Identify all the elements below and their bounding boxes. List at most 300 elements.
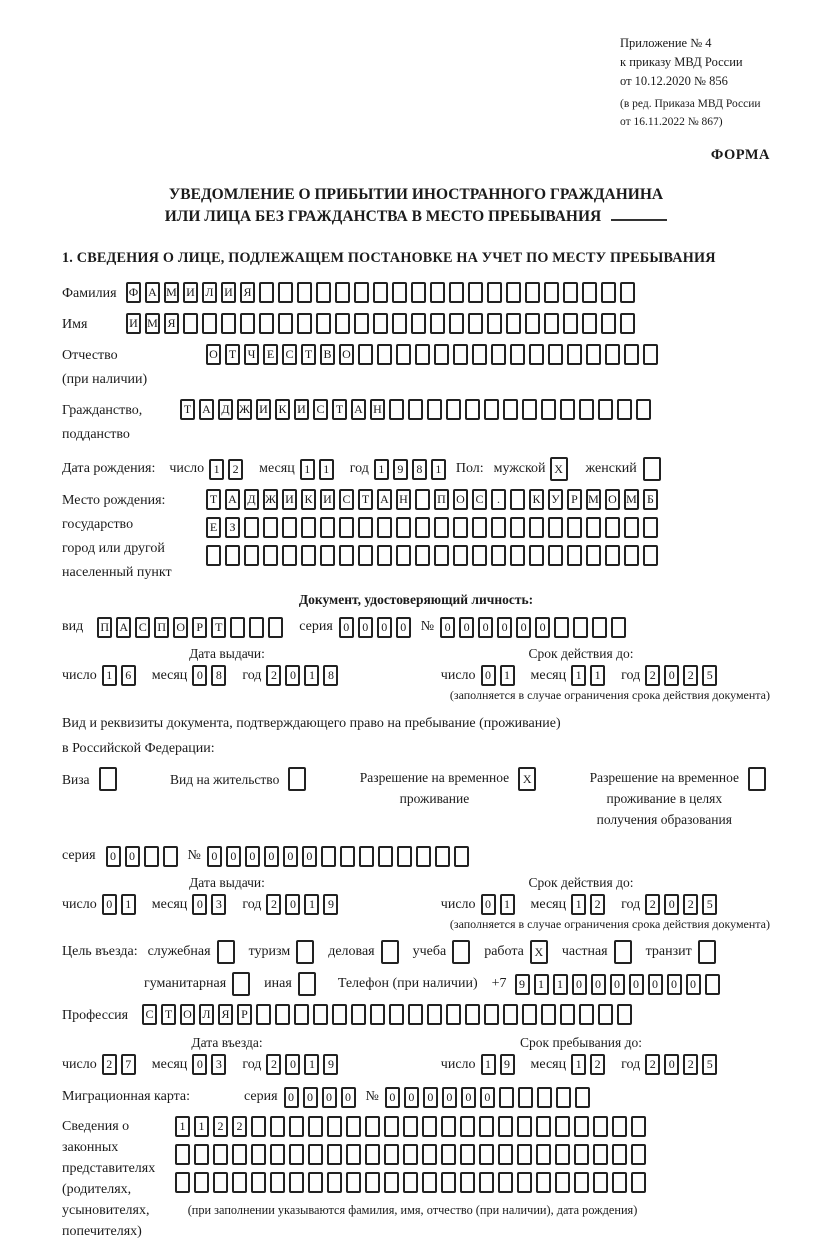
char-box[interactable] <box>705 974 720 995</box>
char-box[interactable]: 2 <box>232 1116 247 1137</box>
char-box[interactable]: 2 <box>683 665 698 686</box>
char-box[interactable] <box>698 940 716 964</box>
char-box[interactable] <box>263 545 278 566</box>
char-box[interactable]: И <box>221 282 236 303</box>
char-box[interactable] <box>643 517 658 538</box>
char-box[interactable] <box>517 1144 532 1165</box>
char-box[interactable] <box>270 1144 285 1165</box>
char-box[interactable]: 2 <box>645 1054 660 1075</box>
residence-number-boxes[interactable] <box>207 846 473 867</box>
char-box[interactable] <box>510 344 525 365</box>
char-box[interactable] <box>560 1004 575 1025</box>
char-box[interactable] <box>472 344 487 365</box>
legal-reps-boxes-row2[interactable] <box>175 1144 650 1165</box>
char-box[interactable] <box>354 313 369 334</box>
char-box[interactable] <box>396 517 411 538</box>
char-box[interactable] <box>453 545 468 566</box>
char-box[interactable]: М <box>624 489 639 510</box>
char-box[interactable] <box>327 1116 342 1137</box>
char-box[interactable] <box>484 1004 499 1025</box>
stay-day-boxes[interactable] <box>481 1054 519 1075</box>
char-box[interactable] <box>268 617 283 638</box>
char-box[interactable] <box>479 1172 494 1193</box>
char-box[interactable]: К <box>529 489 544 510</box>
char-box[interactable] <box>339 545 354 566</box>
valid-year-boxes[interactable] <box>645 665 721 686</box>
residence-permit-checkbox[interactable] <box>288 767 310 791</box>
char-box[interactable]: Р <box>192 617 207 638</box>
char-box[interactable]: 0 <box>285 894 300 915</box>
char-box[interactable]: 0 <box>385 1087 400 1108</box>
char-box[interactable]: 0 <box>535 617 550 638</box>
valid-day-boxes[interactable] <box>481 665 519 686</box>
char-box[interactable] <box>614 940 632 964</box>
char-box[interactable] <box>392 313 407 334</box>
char-box[interactable] <box>373 282 388 303</box>
char-box[interactable] <box>230 617 245 638</box>
char-box[interactable]: А <box>116 617 131 638</box>
char-box[interactable]: П <box>154 617 169 638</box>
char-box[interactable]: 1 <box>553 974 568 995</box>
char-box[interactable] <box>487 313 502 334</box>
char-box[interactable] <box>636 399 651 420</box>
char-box[interactable] <box>99 767 117 791</box>
char-box[interactable] <box>517 1116 532 1137</box>
char-box[interactable] <box>548 517 563 538</box>
char-box[interactable] <box>453 517 468 538</box>
char-box[interactable] <box>232 1172 247 1193</box>
char-box[interactable] <box>563 313 578 334</box>
residence-valid-month-boxes[interactable] <box>571 894 609 915</box>
char-box[interactable]: О <box>605 489 620 510</box>
char-box[interactable]: 8 <box>412 459 427 480</box>
char-box[interactable] <box>491 545 506 566</box>
char-box[interactable] <box>175 1172 190 1193</box>
char-box[interactable]: Т <box>301 344 316 365</box>
char-box[interactable] <box>631 1144 646 1165</box>
char-box[interactable]: 8 <box>323 665 338 686</box>
char-box[interactable]: З <box>225 517 240 538</box>
char-box[interactable] <box>327 1144 342 1165</box>
char-box[interactable] <box>415 545 430 566</box>
char-box[interactable]: 2 <box>102 1054 117 1075</box>
char-box[interactable] <box>370 1004 385 1025</box>
char-box[interactable] <box>446 399 461 420</box>
char-box[interactable] <box>579 399 594 420</box>
char-box[interactable]: 1 <box>175 1116 190 1137</box>
char-box[interactable]: 1 <box>121 894 136 915</box>
issue-year-boxes[interactable] <box>266 665 342 686</box>
char-box[interactable] <box>301 545 316 566</box>
legal-reps-boxes-row1[interactable] <box>175 1116 650 1137</box>
char-box[interactable] <box>240 313 255 334</box>
char-box[interactable] <box>536 1144 551 1165</box>
issue-month-boxes[interactable] <box>192 665 230 686</box>
char-box[interactable] <box>560 399 575 420</box>
char-box[interactable] <box>263 517 278 538</box>
char-box[interactable] <box>484 399 499 420</box>
char-box[interactable]: Е <box>263 344 278 365</box>
char-box[interactable]: С <box>313 399 328 420</box>
char-box[interactable] <box>351 1004 366 1025</box>
doc-type-boxes[interactable] <box>97 617 287 638</box>
char-box[interactable] <box>278 282 293 303</box>
stay-month-boxes[interactable] <box>571 1054 609 1075</box>
char-box[interactable] <box>358 344 373 365</box>
char-box[interactable] <box>612 1116 627 1137</box>
char-box[interactable] <box>163 846 178 867</box>
char-box[interactable] <box>403 1144 418 1165</box>
char-box[interactable] <box>586 344 601 365</box>
char-box[interactable] <box>506 282 521 303</box>
char-box[interactable]: 2 <box>228 459 243 480</box>
char-box[interactable]: 2 <box>213 1116 228 1137</box>
char-box[interactable] <box>221 313 236 334</box>
char-box[interactable]: 0 <box>207 846 222 867</box>
char-box[interactable]: В <box>320 344 335 365</box>
char-box[interactable] <box>251 1144 266 1165</box>
char-box[interactable]: К <box>275 399 290 420</box>
char-box[interactable] <box>617 1004 632 1025</box>
char-box[interactable]: А <box>225 489 240 510</box>
char-box[interactable]: А <box>377 489 392 510</box>
char-box[interactable] <box>586 545 601 566</box>
char-box[interactable]: X <box>518 767 536 791</box>
char-box[interactable]: Д <box>244 489 259 510</box>
char-box[interactable] <box>396 545 411 566</box>
char-box[interactable]: 1 <box>500 894 515 915</box>
birthplace-boxes-row2[interactable] <box>206 517 662 538</box>
char-box[interactable] <box>213 1144 228 1165</box>
char-box[interactable] <box>339 517 354 538</box>
char-box[interactable] <box>574 1116 589 1137</box>
char-box[interactable] <box>592 617 607 638</box>
char-box[interactable] <box>217 940 235 964</box>
char-box[interactable]: 0 <box>664 665 679 686</box>
char-box[interactable] <box>441 1144 456 1165</box>
char-box[interactable] <box>643 545 658 566</box>
char-box[interactable]: 1 <box>304 665 319 686</box>
char-box[interactable] <box>289 1144 304 1165</box>
entry-month-boxes[interactable] <box>192 1054 230 1075</box>
char-box[interactable] <box>605 545 620 566</box>
residence-series-boxes[interactable] <box>106 846 182 867</box>
char-box[interactable] <box>479 1116 494 1137</box>
char-box[interactable] <box>611 617 626 638</box>
char-box[interactable]: 0 <box>404 1087 419 1108</box>
char-box[interactable]: 0 <box>478 617 493 638</box>
char-box[interactable] <box>225 545 240 566</box>
char-box[interactable] <box>244 517 259 538</box>
char-box[interactable]: 1 <box>300 459 315 480</box>
char-box[interactable]: 9 <box>500 1054 515 1075</box>
char-box[interactable]: 0 <box>285 1054 300 1075</box>
char-box[interactable]: X <box>550 457 568 481</box>
char-box[interactable] <box>251 1116 266 1137</box>
char-box[interactable]: 0 <box>102 894 117 915</box>
char-box[interactable] <box>415 344 430 365</box>
char-box[interactable] <box>503 1004 518 1025</box>
char-box[interactable] <box>256 1004 271 1025</box>
char-box[interactable]: 3 <box>211 894 226 915</box>
char-box[interactable]: 1 <box>500 665 515 686</box>
char-box[interactable]: 0 <box>226 846 241 867</box>
char-box[interactable]: Р <box>567 489 582 510</box>
char-box[interactable]: Т <box>211 617 226 638</box>
char-box[interactable] <box>518 1087 533 1108</box>
purpose-work-checkbox[interactable] <box>530 940 552 964</box>
purpose-transit-checkbox[interactable] <box>698 940 720 964</box>
char-box[interactable] <box>422 1116 437 1137</box>
char-box[interactable] <box>643 344 658 365</box>
char-box[interactable] <box>624 517 639 538</box>
char-box[interactable]: О <box>173 617 188 638</box>
purpose-humanitarian-checkbox[interactable] <box>232 972 254 996</box>
char-box[interactable] <box>441 1116 456 1137</box>
char-box[interactable] <box>601 282 616 303</box>
char-box[interactable] <box>358 545 373 566</box>
char-box[interactable]: А <box>145 282 160 303</box>
char-box[interactable]: 1 <box>102 665 117 686</box>
char-box[interactable] <box>510 545 525 566</box>
char-box[interactable]: 0 <box>322 1087 337 1108</box>
char-box[interactable]: 1 <box>534 974 549 995</box>
char-box[interactable] <box>377 545 392 566</box>
char-box[interactable] <box>522 399 537 420</box>
char-box[interactable] <box>643 457 661 481</box>
citizenship-boxes[interactable] <box>180 399 655 420</box>
birthplace-boxes-row1[interactable] <box>206 489 662 510</box>
char-box[interactable]: И <box>294 399 309 420</box>
char-box[interactable] <box>593 1172 608 1193</box>
char-box[interactable]: П <box>434 489 449 510</box>
char-box[interactable] <box>612 1172 627 1193</box>
char-box[interactable]: С <box>135 617 150 638</box>
char-box[interactable] <box>567 344 582 365</box>
char-box[interactable] <box>605 344 620 365</box>
char-box[interactable] <box>541 1004 556 1025</box>
char-box[interactable]: С <box>142 1004 157 1025</box>
char-box[interactable] <box>251 1172 266 1193</box>
char-box[interactable] <box>598 399 613 420</box>
char-box[interactable]: 0 <box>396 617 411 638</box>
char-box[interactable]: 1 <box>571 665 586 686</box>
char-box[interactable] <box>422 1172 437 1193</box>
char-box[interactable] <box>449 282 464 303</box>
char-box[interactable] <box>529 517 544 538</box>
char-box[interactable] <box>631 1172 646 1193</box>
char-box[interactable] <box>582 282 597 303</box>
temporary-residence-education-checkbox[interactable] <box>748 767 770 791</box>
char-box[interactable]: 0 <box>284 1087 299 1108</box>
char-box[interactable]: 7 <box>121 1054 136 1075</box>
char-box[interactable]: 0 <box>686 974 701 995</box>
char-box[interactable] <box>567 517 582 538</box>
char-box[interactable]: Я <box>218 1004 233 1025</box>
char-box[interactable] <box>563 282 578 303</box>
char-box[interactable]: 1 <box>571 894 586 915</box>
char-box[interactable]: 0 <box>440 617 455 638</box>
char-box[interactable] <box>624 344 639 365</box>
char-box[interactable] <box>536 1116 551 1137</box>
char-box[interactable] <box>498 1116 513 1137</box>
char-box[interactable] <box>194 1144 209 1165</box>
char-box[interactable] <box>384 1172 399 1193</box>
char-box[interactable]: 0 <box>459 617 474 638</box>
char-box[interactable] <box>472 517 487 538</box>
char-box[interactable] <box>529 344 544 365</box>
doc-number-boxes[interactable] <box>440 617 630 638</box>
char-box[interactable] <box>573 617 588 638</box>
char-box[interactable]: 0 <box>442 1087 457 1108</box>
char-box[interactable] <box>249 617 264 638</box>
char-box[interactable]: 0 <box>264 846 279 867</box>
char-box[interactable]: 0 <box>481 665 496 686</box>
residence-issue-year-boxes[interactable] <box>266 894 342 915</box>
char-box[interactable]: Я <box>240 282 255 303</box>
entry-day-boxes[interactable] <box>102 1054 140 1075</box>
valid-month-boxes[interactable] <box>571 665 609 686</box>
char-box[interactable]: 0 <box>192 665 207 686</box>
char-box[interactable] <box>460 1144 475 1165</box>
char-box[interactable] <box>748 767 766 791</box>
char-box[interactable]: О <box>206 344 221 365</box>
char-box[interactable] <box>403 1116 418 1137</box>
char-box[interactable]: 0 <box>664 894 679 915</box>
char-box[interactable] <box>354 282 369 303</box>
char-box[interactable]: 0 <box>192 1054 207 1075</box>
char-box[interactable] <box>415 489 430 510</box>
char-box[interactable]: Т <box>332 399 347 420</box>
char-box[interactable]: 3 <box>211 1054 226 1075</box>
firstname-boxes[interactable] <box>126 313 639 334</box>
char-box[interactable] <box>408 399 423 420</box>
char-box[interactable] <box>620 313 635 334</box>
phone-boxes[interactable] <box>515 974 724 995</box>
char-box[interactable] <box>288 767 306 791</box>
char-box[interactable] <box>320 545 335 566</box>
char-box[interactable]: 2 <box>266 1054 281 1075</box>
char-box[interactable] <box>301 517 316 538</box>
char-box[interactable] <box>567 545 582 566</box>
char-box[interactable] <box>612 1144 627 1165</box>
char-box[interactable] <box>308 1144 323 1165</box>
char-box[interactable] <box>430 313 445 334</box>
char-box[interactable] <box>327 1172 342 1193</box>
char-box[interactable]: У <box>548 489 563 510</box>
char-box[interactable] <box>582 313 597 334</box>
char-box[interactable] <box>449 313 464 334</box>
char-box[interactable]: 0 <box>283 846 298 867</box>
char-box[interactable] <box>259 282 274 303</box>
char-box[interactable] <box>282 545 297 566</box>
char-box[interactable]: О <box>339 344 354 365</box>
char-box[interactable]: 0 <box>339 617 354 638</box>
char-box[interactable]: И <box>126 313 141 334</box>
char-box[interactable] <box>556 1087 571 1108</box>
char-box[interactable]: 0 <box>285 665 300 686</box>
char-box[interactable]: 9 <box>323 894 338 915</box>
temporary-residence-checkbox[interactable] <box>518 767 540 791</box>
char-box[interactable] <box>381 940 399 964</box>
doc-series-boxes[interactable] <box>339 617 415 638</box>
char-box[interactable]: С <box>339 489 354 510</box>
char-box[interactable] <box>365 1172 380 1193</box>
purpose-study-checkbox[interactable] <box>452 940 474 964</box>
char-box[interactable]: 2 <box>645 665 660 686</box>
char-box[interactable]: Т <box>180 399 195 420</box>
char-box[interactable]: 2 <box>683 1054 698 1075</box>
char-box[interactable] <box>365 1144 380 1165</box>
patronymic-boxes[interactable] <box>206 344 662 365</box>
char-box[interactable]: 0 <box>648 974 663 995</box>
char-box[interactable] <box>441 1172 456 1193</box>
char-box[interactable] <box>332 1004 347 1025</box>
char-box[interactable] <box>313 1004 328 1025</box>
char-box[interactable] <box>454 846 469 867</box>
char-box[interactable]: 9 <box>323 1054 338 1075</box>
char-box[interactable]: С <box>472 489 487 510</box>
char-box[interactable] <box>617 399 632 420</box>
char-box[interactable] <box>270 1172 285 1193</box>
char-box[interactable]: Ж <box>237 399 252 420</box>
char-box[interactable]: 1 <box>194 1116 209 1137</box>
char-box[interactable]: И <box>282 489 297 510</box>
char-box[interactable] <box>411 282 426 303</box>
char-box[interactable] <box>620 282 635 303</box>
char-box[interactable] <box>289 1116 304 1137</box>
char-box[interactable]: И <box>256 399 271 420</box>
char-box[interactable] <box>206 545 221 566</box>
stay-year-boxes[interactable] <box>645 1054 721 1075</box>
char-box[interactable]: А <box>199 399 214 420</box>
char-box[interactable] <box>453 344 468 365</box>
char-box[interactable] <box>427 1004 442 1025</box>
char-box[interactable] <box>396 344 411 365</box>
char-box[interactable]: 0 <box>303 1087 318 1108</box>
char-box[interactable]: 0 <box>106 846 121 867</box>
char-box[interactable] <box>270 1116 285 1137</box>
char-box[interactable] <box>289 1172 304 1193</box>
char-box[interactable]: И <box>183 282 198 303</box>
char-box[interactable] <box>541 399 556 420</box>
char-box[interactable] <box>544 282 559 303</box>
char-box[interactable] <box>435 846 450 867</box>
char-box[interactable] <box>377 344 392 365</box>
char-box[interactable] <box>403 1172 418 1193</box>
char-box[interactable] <box>472 545 487 566</box>
char-box[interactable] <box>144 846 159 867</box>
char-box[interactable] <box>175 1144 190 1165</box>
char-box[interactable] <box>506 313 521 334</box>
char-box[interactable] <box>340 846 355 867</box>
char-box[interactable]: С <box>282 344 297 365</box>
purpose-private-checkbox[interactable] <box>614 940 636 964</box>
char-box[interactable] <box>517 1172 532 1193</box>
char-box[interactable] <box>434 517 449 538</box>
char-box[interactable]: 2 <box>645 894 660 915</box>
char-box[interactable] <box>537 1087 552 1108</box>
char-box[interactable] <box>294 1004 309 1025</box>
char-box[interactable] <box>593 1144 608 1165</box>
char-box[interactable] <box>320 517 335 538</box>
char-box[interactable] <box>605 517 620 538</box>
char-box[interactable] <box>460 1172 475 1193</box>
char-box[interactable] <box>586 517 601 538</box>
char-box[interactable] <box>544 313 559 334</box>
char-box[interactable] <box>468 313 483 334</box>
char-box[interactable]: Я <box>164 313 179 334</box>
